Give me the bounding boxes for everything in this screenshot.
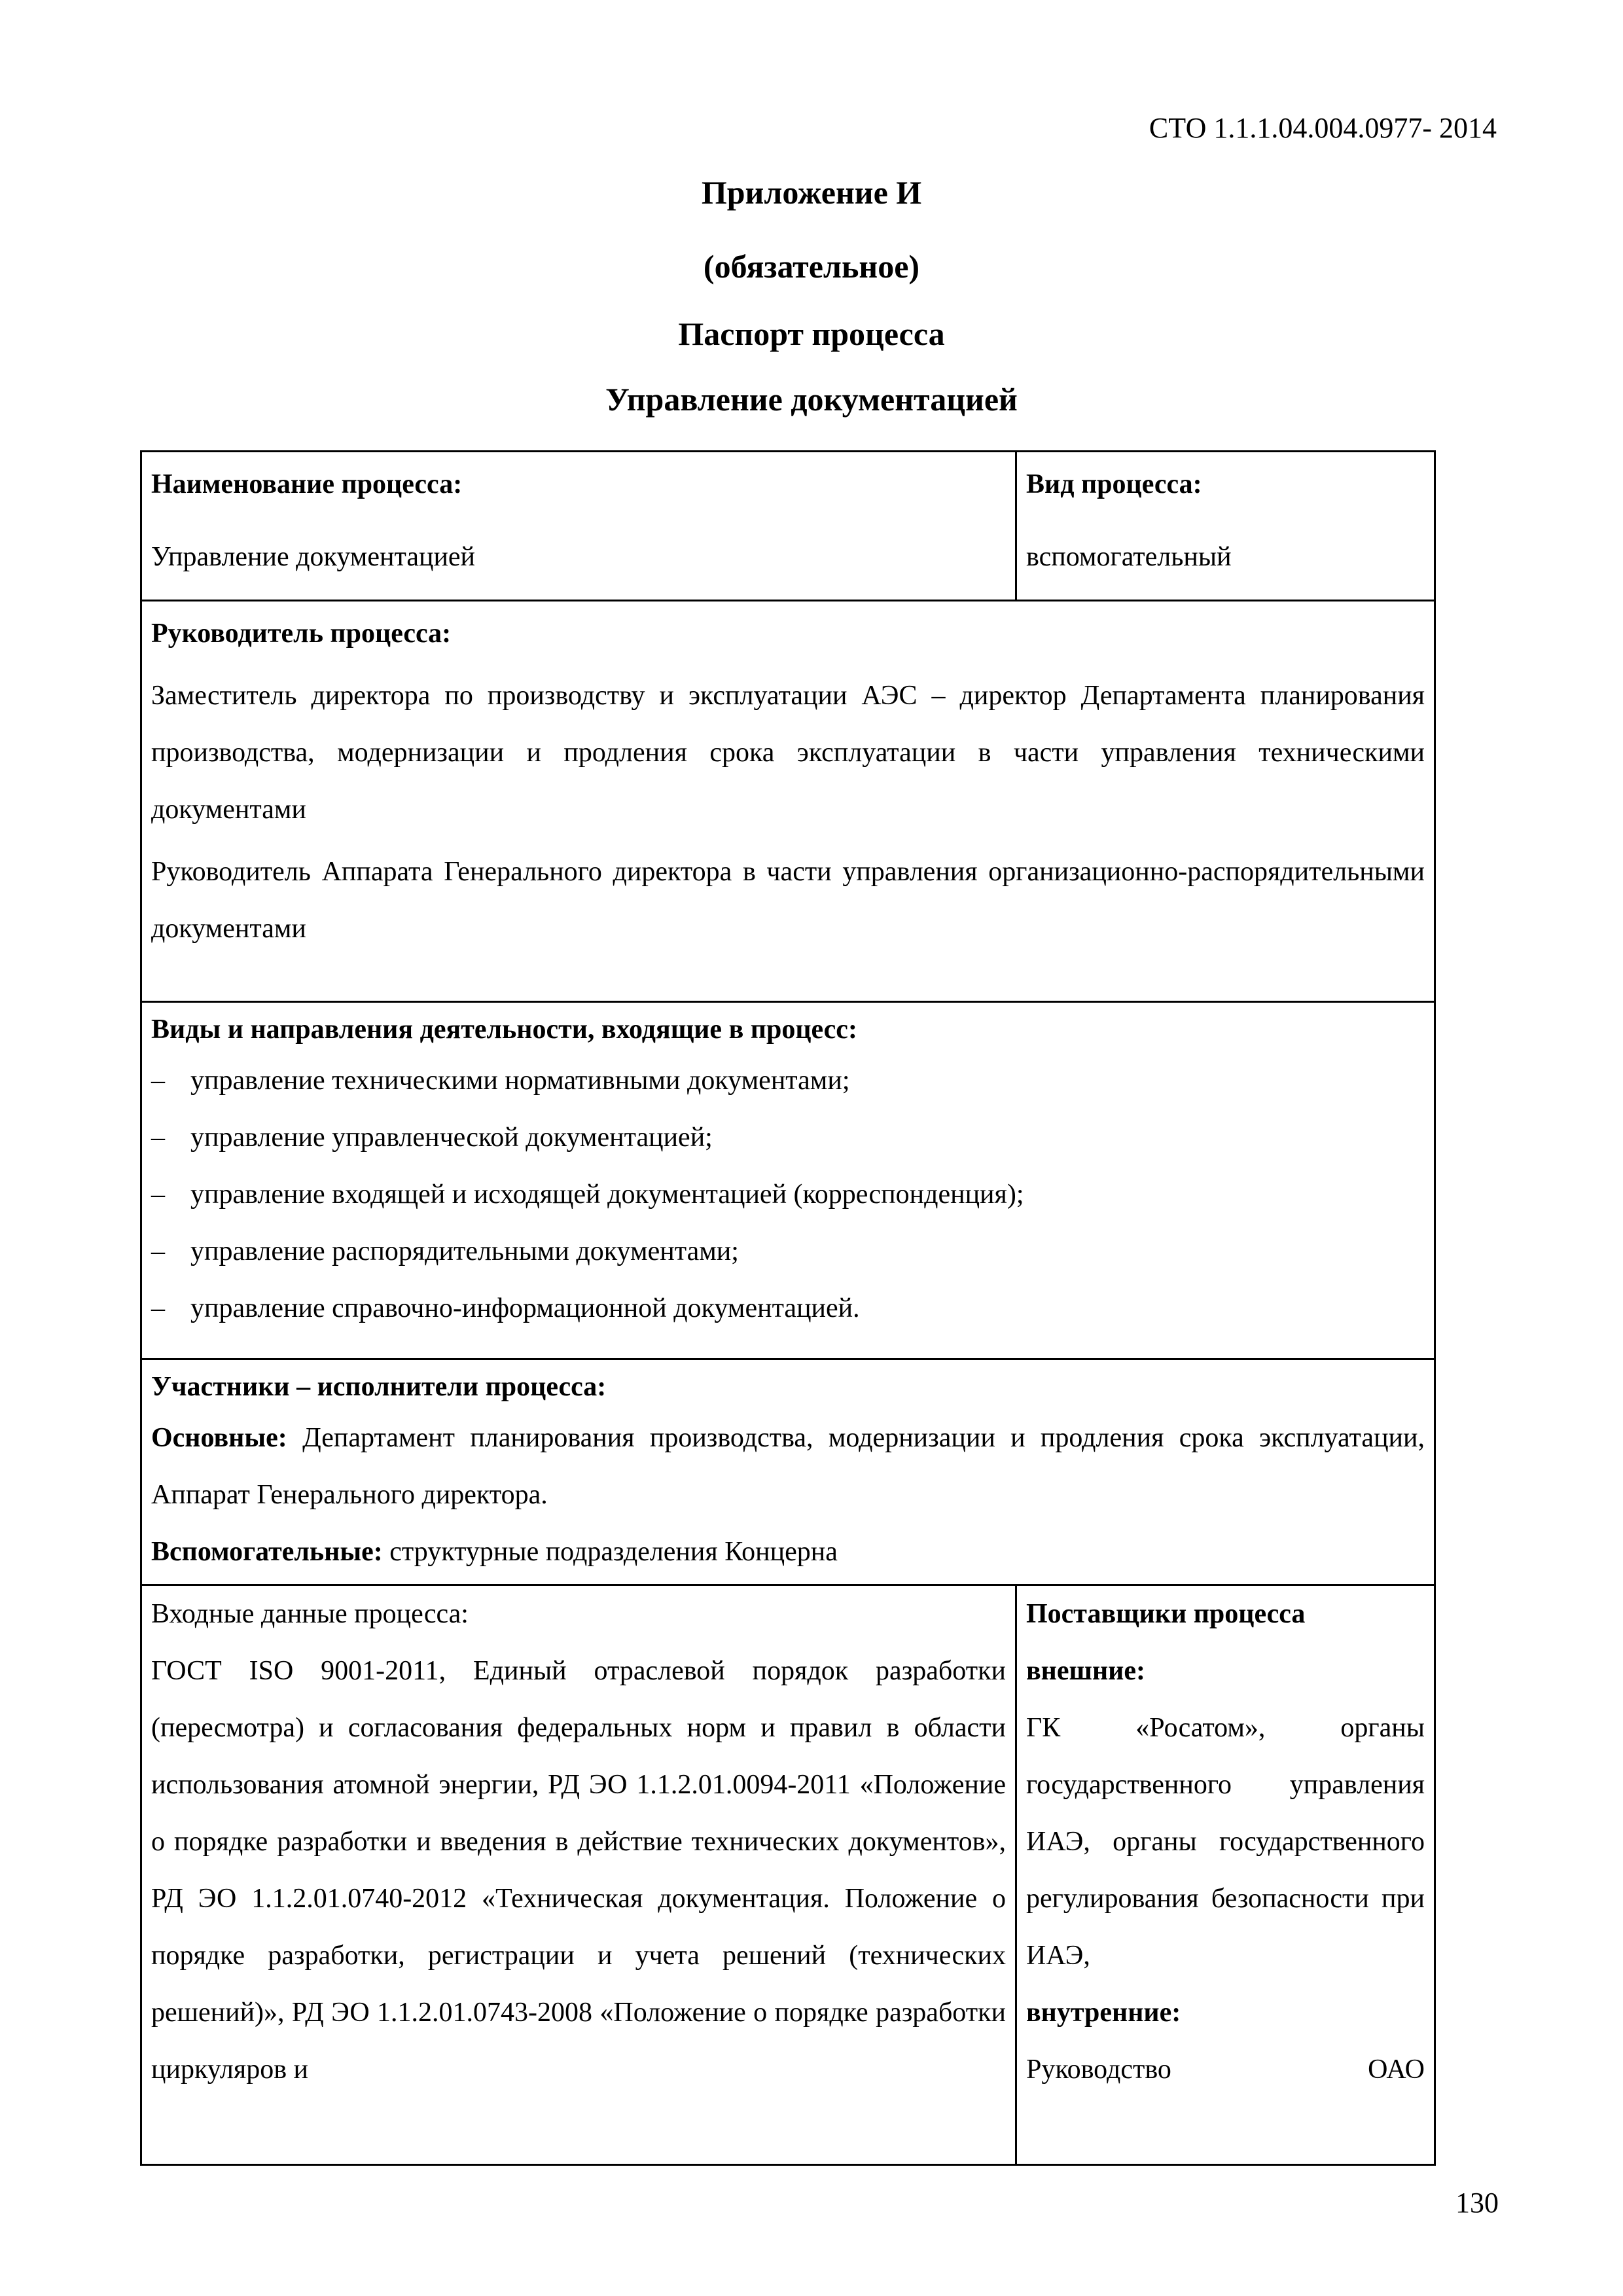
passport-title: Паспорт процесса bbox=[678, 315, 945, 352]
process-head-p2: Руководитель Аппарата Генерального директора в части управления организационно-распорядительными документами bbox=[151, 857, 1425, 944]
row-inputs-suppliers bbox=[142, 1586, 1434, 2164]
inputs-label: Входные данные процесса: bbox=[151, 1599, 469, 1629]
activities-label: Виды и направления деятельности, входящие в процесс: bbox=[151, 1014, 857, 1045]
process-title: Управление документацией bbox=[605, 381, 1018, 418]
process-passport-table bbox=[140, 450, 1436, 2166]
process-name-cell bbox=[142, 452, 1017, 600]
row-participants bbox=[142, 1360, 1434, 1586]
activity-item: – управление распорядительными документами; bbox=[151, 1236, 739, 1266]
activity-item: – управление техническими нормативными документами; bbox=[151, 1066, 850, 1096]
process-name-label: Наименование процесса: bbox=[151, 469, 463, 499]
process-name-value: Управление документацией bbox=[151, 542, 476, 572]
process-type-cell bbox=[1017, 452, 1434, 600]
process-head-label: Руководитель процесса: bbox=[151, 619, 452, 649]
participants-aux: Вспомогательные: структурные подразделения Концерна bbox=[151, 1537, 838, 1567]
participants-main: Основные: Департамент планирования производства, модернизации и продления срока эксплуатации, Аппарат Генерального директора. bbox=[151, 1423, 1425, 1510]
process-type-value: вспомогательный bbox=[1026, 542, 1232, 572]
participants-label: Участники – исполнители процесса: bbox=[151, 1372, 607, 1402]
page-number: 130 bbox=[1455, 2187, 1499, 2219]
row-name-type bbox=[142, 452, 1434, 601]
inputs-value: ГОСТ ISO 9001-2011, Единый отраслевой порядок разработки (пересмотра) и согласования федеральных норм и правил в области использования атомной энергии, РД ЭО 1.1.2.01.0094-2011 «Положение о порядке разработки и введения в действие технических документов», РД ЭО 1.1.2.01.0740-2012 «Техническая документация. Положение о порядке разработки, регистрации и учета решений (технических решений)», РД ЭО 1.1.2.01.0743-2008 «Положение о порядке разработки циркуляров и bbox=[151, 1656, 1006, 2085]
suppliers-label: Поставщики процесса bbox=[1026, 1599, 1306, 1629]
inputs-cell bbox=[142, 1586, 1017, 2164]
process-head-p1: Заместитель директора по производству и эксплуатации АЭС – директор Департамента планирования производства, модернизации и продления срока эксплуатации в части управления техническими документами bbox=[151, 681, 1425, 825]
activity-item: – управление справочно-информационной документацией. bbox=[151, 1293, 860, 1323]
appendix-title: Приложение И bbox=[701, 174, 922, 211]
row-activities bbox=[142, 1003, 1434, 1360]
external-value: ГК «Росатом», органы государственного управления ИАЭ, органы государственного регулирования безопасности при ИАЭ, bbox=[1026, 1713, 1425, 1971]
document-code: СТО 1.1.1.04.004.0977- 2014 bbox=[1149, 112, 1497, 144]
external-label: внешние: bbox=[1026, 1656, 1146, 1686]
internal-value: Руководство ОАО bbox=[1026, 2054, 1425, 2085]
suppliers-cell bbox=[1017, 1586, 1434, 2164]
activity-item: – управление входящей и исходящей документацией (корреспонденция); bbox=[151, 1179, 1024, 1210]
process-type-label: Вид процесса: bbox=[1026, 469, 1202, 499]
internal-label: внутренние: bbox=[1026, 1998, 1181, 2028]
row-process-head bbox=[142, 601, 1434, 1003]
activity-item: – управление управленческой документацией; bbox=[151, 1122, 713, 1153]
appendix-status: (обязательное) bbox=[703, 248, 920, 285]
